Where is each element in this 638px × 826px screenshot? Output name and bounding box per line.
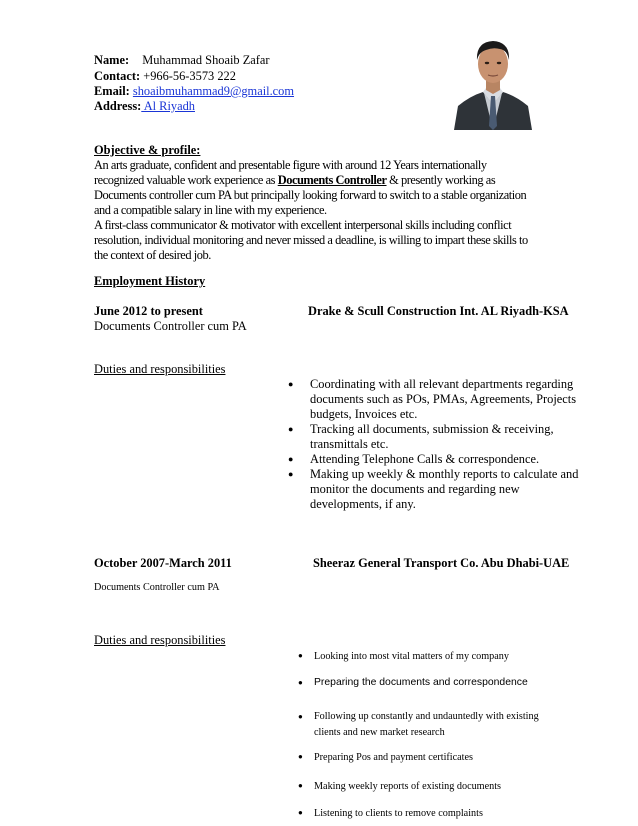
objective-line-6: resolution, individual monitoring and never missed a deadline, is willing to impart these skills to xyxy=(94,233,528,247)
bullet-icon: ● xyxy=(298,808,303,817)
bullet-icon: ● xyxy=(298,678,303,687)
job-2-duties-heading: Duties and responsibilities xyxy=(94,633,226,647)
job-2-title: Documents Controller cum PA xyxy=(94,582,220,593)
job-2-duty-5 xyxy=(298,781,502,792)
email-line xyxy=(94,84,294,99)
job-2-duty-2 xyxy=(298,677,528,688)
address-label: Address: xyxy=(94,99,142,113)
email-link[interactable]: shoaibmuhammad9@gmail.com xyxy=(132,84,295,98)
duty-line: Preparing the documents and correspondence xyxy=(314,677,528,688)
bullet-icon: ● xyxy=(298,712,303,721)
duty-line: budgets, Invoices etc. xyxy=(310,407,418,421)
contact-label: Contact: xyxy=(94,69,141,83)
bullet-icon: ● xyxy=(298,752,303,761)
email-label: Email: xyxy=(94,84,130,98)
list-item xyxy=(310,452,578,467)
duty-line: Looking into most vital matters of my company xyxy=(314,651,509,662)
duty-line: ● Attending Telephone Calls & correspondence. xyxy=(310,452,540,466)
name-value: Muhammad Shoaib Zafar xyxy=(142,53,270,67)
address-value: Al Riyadh xyxy=(141,99,195,113)
profile-photo xyxy=(450,30,536,130)
employment-heading: Employment History xyxy=(94,274,206,288)
job-2-company: Sheeraz General Transport Co. Abu Dhabi-UAE xyxy=(313,556,570,570)
job-1-title: Documents Controller cum PA xyxy=(94,319,247,333)
name-label: Name: xyxy=(94,53,130,67)
duty-line: monitor the documents and regarding new xyxy=(310,482,520,496)
objective-line-2 xyxy=(94,173,495,188)
job-1-duties-heading: Duties and responsibilities xyxy=(94,362,226,376)
objective-line-2-a: recognized valuable work experience as xyxy=(94,173,278,187)
objective-line-3: Documents controller cum PA but principally looking forward to switch to a stable organization xyxy=(94,188,527,202)
objective-line-7: the context of desired job. xyxy=(94,248,211,262)
list-item xyxy=(310,377,578,422)
duty-line: ● Tracking all documents, submission & receiving, xyxy=(310,422,554,436)
duty-line: documents such as POs, PMAs, Agreements, Projects xyxy=(310,392,577,406)
duty-line: Making weekly reports of existing documents xyxy=(314,781,502,792)
job-1-company: Drake & Scull Construction Int. AL Riyadh-KSA xyxy=(308,304,569,318)
duty-line: clients and new market research xyxy=(314,727,445,738)
job-1-duties-list xyxy=(310,377,578,512)
contact-value: +966-56-3573 222 xyxy=(143,69,236,83)
duty-line: ● Making up weekly & monthly reports to calculate and xyxy=(310,467,579,481)
job-2-duty-4 xyxy=(298,752,473,763)
objective-heading: Objective & profile: xyxy=(94,143,201,157)
name-line xyxy=(94,53,270,68)
job-1-period: June 2012 to present xyxy=(94,304,203,318)
duty-line: Following up constantly and undauntedly with existing xyxy=(314,711,539,722)
objective-line-2-c: & presently working as xyxy=(386,173,496,187)
list-item xyxy=(310,422,578,452)
address-line xyxy=(94,99,195,114)
objective-keyword: Documents Controller xyxy=(277,173,387,187)
job-2-duty-3 xyxy=(298,709,539,741)
objective-line-4: and a compatible salary in line with my experience. xyxy=(94,203,327,217)
bullet-icon: ● xyxy=(298,651,303,660)
duty-line: transmittals etc. xyxy=(310,437,389,451)
job-2-period: October 2007-March 2011 xyxy=(94,556,232,570)
duty-line: developments, if any. xyxy=(310,497,416,511)
duty-line: Preparing Pos and payment certificates xyxy=(314,752,473,763)
objective-line-1: An arts graduate, confident and presentable figure with around 12 Years internationally xyxy=(94,158,487,172)
bullet-icon: ● xyxy=(298,781,303,790)
contact-line xyxy=(94,69,236,84)
objective-line-5: A first-class communicator & motivator with excellent interpersonal skills including conflict xyxy=(94,218,512,232)
job-2-duty-6 xyxy=(298,808,483,819)
portrait-image xyxy=(450,30,536,130)
duty-line: ● Coordinating with all relevant departments regarding xyxy=(310,377,574,391)
list-item xyxy=(310,467,578,512)
job-2-duty-1 xyxy=(298,651,509,662)
duty-line: Listening to clients to remove complaints xyxy=(314,808,483,819)
